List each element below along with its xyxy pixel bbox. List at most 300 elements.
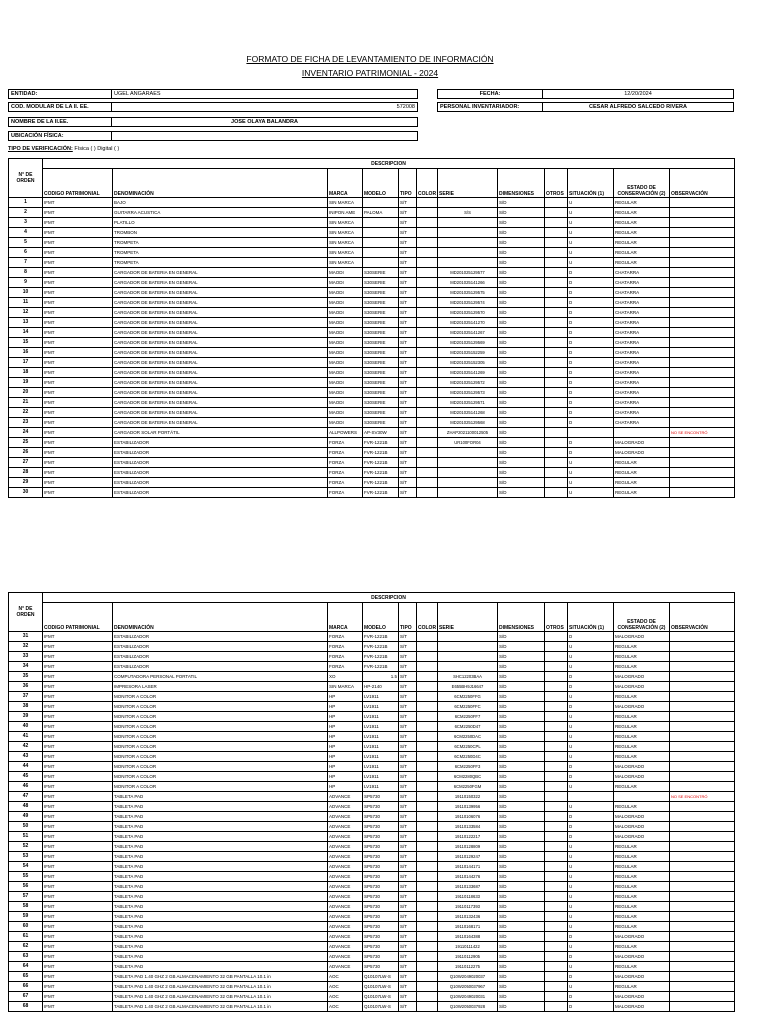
cell-situacion: D [568, 308, 614, 318]
cell-otros [545, 478, 568, 488]
cell-tipo: S/T [399, 248, 417, 258]
cell-orden: 40 [9, 722, 43, 732]
cell-observacion [670, 278, 735, 288]
cell-orden: 10 [9, 288, 43, 298]
cell-denominacion: MONITOR A COLOR [113, 702, 328, 712]
cell-denominacion: MONITOR A COLOR [113, 722, 328, 732]
cell-tipo: S/T [399, 712, 417, 722]
cell-serie: 19110106076 [438, 812, 498, 822]
cell-modelo: SP5730 [363, 802, 399, 812]
cell-color [417, 662, 438, 672]
cell-color [417, 982, 438, 992]
cell-tipo: S/T [399, 238, 417, 248]
cell-otros [545, 842, 568, 852]
cell-serie: MD201025141267 [438, 328, 498, 338]
table-row [9, 722, 735, 732]
cell-otros [545, 388, 568, 398]
cell-serie: 19110112275 [438, 962, 498, 972]
cell-orden: 20 [9, 388, 43, 398]
col-header-color: COLOR [417, 169, 438, 198]
cell-estado: REGULAR [614, 218, 670, 228]
cell-estado: REGULAR [614, 732, 670, 742]
table-row [9, 832, 735, 842]
cell-marca: MAODI [328, 358, 363, 368]
cell-orden: 1 [9, 198, 43, 208]
cell-otros [545, 218, 568, 228]
cell-dimensiones: S/D [498, 762, 545, 772]
cell-orden: 55 [9, 872, 43, 882]
cell-observacion [670, 702, 735, 712]
cell-tipo: S/T [399, 702, 417, 712]
cell-color [417, 822, 438, 832]
cell-otros [545, 268, 568, 278]
cell-codigo: IFMT [43, 732, 113, 742]
cell-color [417, 722, 438, 732]
cell-situacion: U [568, 892, 614, 902]
cell-orden: 33 [9, 652, 43, 662]
cell-codigo: IFMT [43, 328, 113, 338]
cell-serie: 6CM2250D47 [438, 722, 498, 732]
cell-modelo: SP5730 [363, 872, 399, 882]
cell-codigo: IFMT [43, 278, 113, 288]
table-row [9, 682, 735, 692]
cell-observacion [670, 682, 735, 692]
cell-situacion: D [568, 952, 614, 962]
verification-label: TIPO DE VERIFICACIÓN: [8, 146, 73, 152]
table-row [9, 782, 735, 792]
cell-otros [545, 488, 568, 498]
cell-modelo: S30SERIE [363, 298, 399, 308]
cell-dimensiones: S/D [498, 812, 545, 822]
cell-observacion [670, 872, 735, 882]
cell-color [417, 882, 438, 892]
cell-situacion: D [568, 318, 614, 328]
cell-observacion [670, 288, 735, 298]
cell-dimensiones: S/D [498, 488, 545, 498]
cell-modelo: SP5730 [363, 842, 399, 852]
cell-marca: HP [328, 722, 363, 732]
table-row [9, 952, 735, 962]
inventory-rows-page-2 [9, 632, 735, 1012]
cell-color [417, 258, 438, 268]
cell-otros [545, 198, 568, 208]
cell-denominacion: MONITOR A COLOR [113, 782, 328, 792]
cell-tipo: S/T [399, 982, 417, 992]
cell-otros [545, 418, 568, 428]
cell-estado: CHATARRA [614, 278, 670, 288]
cell-codigo: IFMT [43, 912, 113, 922]
cell-estado: MALOGRADO [614, 832, 670, 842]
cell-situacion: U [568, 742, 614, 752]
cell-otros [545, 882, 568, 892]
cell-modelo: SP5730 [363, 862, 399, 872]
cell-observacion [670, 732, 735, 742]
cell-situacion: U [568, 458, 614, 468]
cell-modelo: SP5730 [363, 912, 399, 922]
cell-situacion: D [568, 772, 614, 782]
cell-observacion [670, 378, 735, 388]
cell-tipo: S/T [399, 378, 417, 388]
cell-otros [545, 712, 568, 722]
cell-observacion [670, 198, 735, 208]
cell-denominacion: TABLETA PAD [113, 962, 328, 972]
cell-codigo: IFMT [43, 198, 113, 208]
table-row [9, 298, 735, 308]
cell-modelo: PALOMA [363, 208, 399, 218]
cell-marca: ADVANCE [328, 852, 363, 862]
cell-orden: 16 [9, 348, 43, 358]
col-header-situacion: SITUACIÓN (1) [568, 603, 614, 632]
cell-otros [545, 902, 568, 912]
cell-marca: ADVANCE [328, 892, 363, 902]
cell-tipo: S/T [399, 762, 417, 772]
cell-codigo: IFMT [43, 702, 113, 712]
cell-marca: AOC [328, 1002, 363, 1012]
cell-tipo: S/T [399, 882, 417, 892]
cell-dimensiones: S/D [498, 228, 545, 238]
cell-observacion [670, 438, 735, 448]
table-row [9, 488, 735, 498]
cell-otros [545, 662, 568, 672]
cell-serie: 6CM2250DAC [438, 732, 498, 742]
cell-otros [545, 348, 568, 358]
cell-observacion [670, 832, 735, 842]
cell-orden: 4 [9, 228, 43, 238]
cell-marca: FORZA [328, 468, 363, 478]
cell-modelo: SP5730 [363, 892, 399, 902]
cell-estado: REGULAR [614, 872, 670, 882]
cell-situacion: D [568, 632, 614, 642]
cell-dimensiones: S/D [498, 722, 545, 732]
col-header-denominacion: DENOMINACIÓN [113, 603, 328, 632]
col-header-observacion: OBSERVACIÓN [670, 169, 735, 198]
table-row [9, 408, 735, 418]
cell-denominacion: TABLETA PAD [113, 842, 328, 852]
cell-modelo: FVR-1221B [363, 632, 399, 642]
cell-modelo: S30SERIE [363, 328, 399, 338]
description-group-header: DESCRIPCION [43, 593, 735, 603]
cell-tipo: S/T [399, 662, 417, 672]
cell-tipo: S/T [399, 468, 417, 478]
col-header-otros: OTROS [545, 603, 568, 632]
cell-denominacion: TABLETA PAD [113, 872, 328, 882]
cell-dimensiones: S/D [498, 198, 545, 208]
cell-tipo: S/T [399, 258, 417, 268]
cell-marca: ADVANCE [328, 942, 363, 952]
cell-orden: 21 [9, 398, 43, 408]
cell-observacion [670, 348, 735, 358]
cell-denominacion: ESTABILIZADOR [113, 662, 328, 672]
cell-modelo: FVR-1221B [363, 652, 399, 662]
cell-marca: HP [328, 762, 363, 772]
cell-codigo: IFMT [43, 248, 113, 258]
cell-orden: 58 [9, 902, 43, 912]
cell-dimensiones: S/D [498, 832, 545, 842]
cell-dimensiones: S/D [498, 278, 545, 288]
cell-estado: MALOGRADO [614, 772, 670, 782]
cell-observacion [670, 672, 735, 682]
cell-marca: HP [328, 712, 363, 722]
cell-situacion: D [568, 992, 614, 1002]
table-row [9, 762, 735, 772]
cell-modelo: LV1911 [363, 712, 399, 722]
cell-estado: CHATARRA [614, 418, 670, 428]
cell-dimensiones: S/D [498, 378, 545, 388]
cell-tipo: S/T [399, 458, 417, 468]
cell-observacion [670, 942, 735, 952]
cell-serie: SHC12203BAA [438, 672, 498, 682]
cell-orden: 53 [9, 852, 43, 862]
table-row [9, 258, 735, 268]
cell-otros [545, 832, 568, 842]
cell-serie [438, 218, 498, 228]
cell-orden: 59 [9, 912, 43, 922]
cell-tipo: S/T [399, 772, 417, 782]
cell-situacion: U [568, 228, 614, 238]
cell-otros [545, 762, 568, 772]
cell-dimensiones: S/D [498, 318, 545, 328]
cell-estado: REGULAR [614, 238, 670, 248]
cell-denominacion: CARGADOR DE BATERIA EN GENERAL [113, 298, 328, 308]
cell-observacion [670, 338, 735, 348]
cell-denominacion: ESTABILIZADOR [113, 448, 328, 458]
cell-modelo: Q10107LW-S [363, 1002, 399, 1012]
cell-estado: MALOGRADO [614, 702, 670, 712]
cell-codigo: IFMT [43, 682, 113, 692]
cell-color [417, 448, 438, 458]
cell-modelo: LV1911 [363, 762, 399, 772]
cell-codigo: IFMT [43, 218, 113, 228]
cell-color [417, 328, 438, 338]
cell-situacion: U [568, 652, 614, 662]
cell-tipo: S/T [399, 932, 417, 942]
cell-denominacion: TABLETA PAD [113, 922, 328, 932]
table-row [9, 692, 735, 702]
table-row [9, 972, 735, 982]
cell-codigo: IFMT [43, 228, 113, 238]
cell-modelo: S30SERIE [363, 408, 399, 418]
cell-otros [545, 278, 568, 288]
cell-serie [438, 662, 498, 672]
cell-situacion: U [568, 852, 614, 862]
cell-orden: 6 [9, 248, 43, 258]
cell-situacion: U [568, 842, 614, 852]
cell-orden: 61 [9, 932, 43, 942]
cell-modelo: Q10107LW-S [363, 992, 399, 1002]
col-header-modelo: MODELO [363, 603, 399, 632]
cell-observacion [670, 982, 735, 992]
cell-serie [438, 478, 498, 488]
cell-tipo: S/T [399, 268, 417, 278]
cell-denominacion: CARGADOR DE BATERIA EN GENERAL [113, 408, 328, 418]
cell-estado: REGULAR [614, 248, 670, 258]
cell-codigo: IFMT [43, 992, 113, 1002]
cell-dimensiones: S/D [498, 328, 545, 338]
cell-situacion: D [568, 288, 614, 298]
table-row [9, 238, 735, 248]
cell-color [417, 418, 438, 428]
cell-situacion: U [568, 258, 614, 268]
col-header-serie: SERIE [438, 603, 498, 632]
cell-otros [545, 792, 568, 802]
cell-orden: 26 [9, 448, 43, 458]
cell-marca: ALLPOWERS [328, 428, 363, 438]
cell-situacion: D [568, 448, 614, 458]
cell-tipo: S/T [399, 348, 417, 358]
cell-otros [545, 458, 568, 468]
cell-color [417, 702, 438, 712]
inventory-rows-page-1 [9, 198, 735, 498]
cell-observacion [670, 398, 735, 408]
cell-otros [545, 742, 568, 752]
cell-situacion: U [568, 208, 614, 218]
fecha-value: 12/20/2024 [542, 89, 734, 99]
cell-color [417, 1002, 438, 1012]
cell-situacion: U [568, 662, 614, 672]
cell-codigo: IFMT [43, 318, 113, 328]
cell-denominacion: TABLETA PAD 1.40 GHZ 2 GB ALMACENAMIENTO 32 GB PANTALLA 10.1 in [113, 982, 328, 992]
cell-otros [545, 772, 568, 782]
cell-modelo: SP5730 [363, 932, 399, 942]
cell-serie: MD201025141268 [438, 408, 498, 418]
cell-estado: REGULAR [614, 228, 670, 238]
cell-marca: FORZA [328, 448, 363, 458]
cell-observacion [670, 902, 735, 912]
cell-dimensiones: S/D [498, 338, 545, 348]
cell-observacion [670, 318, 735, 328]
col-header-color: COLOR [417, 603, 438, 632]
cell-situacion: D [568, 1002, 614, 1012]
cell-serie: MD201025129568 [438, 418, 498, 428]
cell-observacion [670, 458, 735, 468]
cell-estado: REGULAR [614, 712, 670, 722]
cell-modelo [363, 228, 399, 238]
col-header-marca: MARCA [328, 169, 363, 198]
cell-orden: 30 [9, 488, 43, 498]
cell-tipo: S/T [399, 802, 417, 812]
cell-marca: ADVANCE [328, 952, 363, 962]
cell-estado [614, 428, 670, 438]
cell-codigo: IFMT [43, 428, 113, 438]
cell-orden: 67 [9, 992, 43, 1002]
cell-serie: 19110117393 [438, 902, 498, 912]
cell-dimensiones: S/D [498, 468, 545, 478]
cell-color [417, 752, 438, 762]
cell-codigo: IFMT [43, 348, 113, 358]
cell-orden: 37 [9, 692, 43, 702]
cell-tipo: S/T [399, 328, 417, 338]
cell-tipo: S/T [399, 308, 417, 318]
cell-dimensiones: S/D [498, 712, 545, 722]
cell-situacion: U [568, 802, 614, 812]
cell-otros [545, 822, 568, 832]
cell-denominacion: MONITOR A COLOR [113, 762, 328, 772]
cell-observacion [670, 418, 735, 428]
cell-denominacion: GUITARRA ACUSTICA [113, 208, 328, 218]
cell-color [417, 742, 438, 752]
cell-serie: 6CM2250FGM [438, 782, 498, 792]
cell-dimensiones: S/D [498, 862, 545, 872]
cell-color [417, 712, 438, 722]
cell-otros [545, 932, 568, 942]
cell-situacion: D [568, 672, 614, 682]
cell-orden: 15 [9, 338, 43, 348]
cell-serie: MD201025129575 [438, 288, 498, 298]
cell-modelo: SP5730 [363, 902, 399, 912]
cell-serie: Q10W2050037967 [438, 982, 498, 992]
cell-observacion [670, 642, 735, 652]
cell-denominacion: CARGADOR SOLAR PORTÁTIL [113, 428, 328, 438]
cell-situacion: U [568, 872, 614, 882]
form-subtitle: INVENTARIO PATRIMONIAL - 2024 [301, 68, 439, 78]
table-row [9, 662, 735, 672]
table-row [9, 992, 735, 1002]
cell-otros [545, 782, 568, 792]
cod-modular-label: COD. MODULAR DE LA II. EE. [8, 102, 112, 112]
cell-dimensiones: S/D [498, 912, 545, 922]
cell-codigo: IFMT [43, 772, 113, 782]
cell-orden: 45 [9, 772, 43, 782]
table-row [9, 982, 735, 992]
cell-color [417, 198, 438, 208]
cell-otros [545, 378, 568, 388]
cell-marca: INIPON AME [328, 208, 363, 218]
cell-otros [545, 358, 568, 368]
cell-serie [438, 248, 498, 258]
table-row [9, 288, 735, 298]
cell-orden: 63 [9, 952, 43, 962]
cell-orden: 47 [9, 792, 43, 802]
cell-estado: MALOGRADO [614, 672, 670, 682]
cell-denominacion: ESTABILIZADOR [113, 458, 328, 468]
cell-situacion: U [568, 468, 614, 478]
cell-tipo: S/T [399, 368, 417, 378]
cell-denominacion: MONITOR A COLOR [113, 742, 328, 752]
cell-modelo [363, 218, 399, 228]
cell-otros [545, 852, 568, 862]
cell-marca: AOC [328, 992, 363, 1002]
cell-marca: ADVANCE [328, 842, 363, 852]
cell-observacion [670, 742, 735, 752]
cell-estado: MALOGRADO [614, 682, 670, 692]
cell-codigo: IFMT [43, 802, 113, 812]
cell-marca: ADVANCE [328, 802, 363, 812]
cell-dimensiones: S/D [498, 408, 545, 418]
cell-dimensiones: S/D [498, 892, 545, 902]
cell-color [417, 358, 438, 368]
cell-serie: 19110111422 [438, 942, 498, 952]
cell-color [417, 642, 438, 652]
cell-color [417, 792, 438, 802]
col-header-tipo: TIPO [399, 603, 417, 632]
cell-serie: 19110139956 [438, 802, 498, 812]
cell-otros [545, 992, 568, 1002]
cell-color [417, 782, 438, 792]
cell-tipo: S/T [399, 488, 417, 498]
verification-options: Física ( ) Digital ( ) [74, 146, 120, 152]
table-row [9, 912, 735, 922]
cell-modelo: FVR-1221B [363, 488, 399, 498]
cell-dimensiones: S/D [498, 972, 545, 982]
cell-orden: 51 [9, 832, 43, 842]
cell-marca: ADVANCE [328, 932, 363, 942]
cell-otros [545, 702, 568, 712]
cell-orden: 41 [9, 732, 43, 742]
cell-codigo: IFMT [43, 962, 113, 972]
cell-estado: CHATARRA [614, 308, 670, 318]
cell-color [417, 862, 438, 872]
cell-orden: 17 [9, 358, 43, 368]
